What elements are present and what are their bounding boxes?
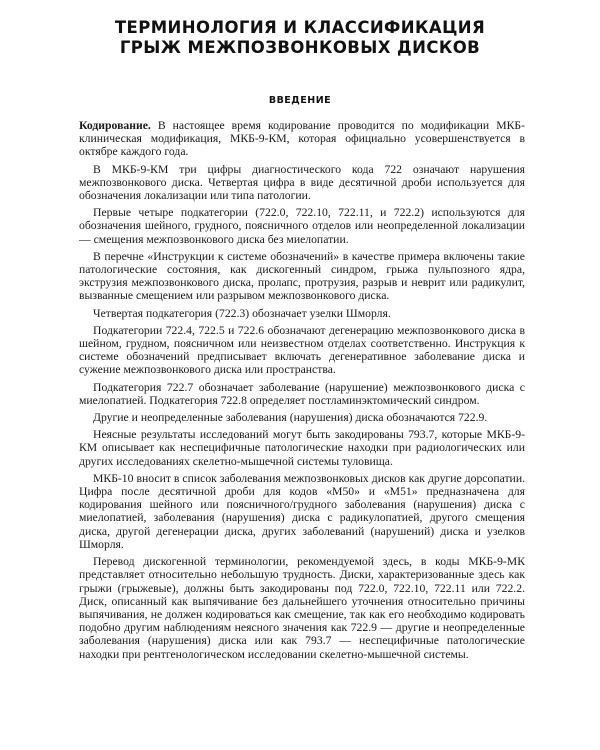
page-title-line-2: ГРЫЖ МЕЖПОЗВОНКОВЫХ ДИСКОВ: [119, 38, 481, 57]
page-title: [0, 18, 600, 58]
paragraph-3: Первые четыре подкатегории (722.0, 722.10, 722.11, и 722.2) используются для обозначения шейного, грудного, поясничного отделов или неопределенной локализации — смещения межпозвонкового диска без миелопатии.: [79, 206, 525, 246]
paragraph-1: [79, 119, 525, 159]
paragraph-8: Другие и неопределенные заболевания (нарушения) диска обозначаются 722.9.: [93, 411, 488, 425]
paragraph-9: Неясные результаты исследований могут быть закодированы 793.7, которые МКБ-9-КМ описывает как неспецифичные патологические находки при радиологических или других исследованиях скелетно-мышечной системы туловища.: [79, 428, 525, 468]
paragraph-4: В перечне «Инструкции к системе обозначений» в качестве примера включены такие патологические состояния, как дискогенный синдром, грыжа пульпозного ядра, экструзия межпозвонкового диска, пролапс, протрузия, разрыв и неврит или радикулит, вызванные смещением или разрывом межпозвонкового диска.: [79, 249, 525, 303]
page-title-line-1: ТЕРМИНОЛОГИЯ И КЛАССИФИКАЦИЯ: [114, 18, 486, 37]
paragraph-1-text: В настоящее время кодирование проводится по модификации МКБ-клиническая модификация, МКБ-9-КМ, которая официально усовершенствуется в октябре каждого года.: [79, 119, 525, 159]
paragraph-6: Подкатегории 722.4, 722.5 и 722.6 обозначают дегенерацию межпозвонкового диска в шейном, грудном, поясничном или неизвестном отделах соответственно. Инструкция к системе обозначений предписывает включать дегенеративное заболевание диска и сужение межпозвонкового диска или пространства.: [79, 323, 525, 377]
paragraph-7: Подкатегория 722.7 обозначает заболевание (нарушение) межпозвонкового диска с миелопатией. Подкатегория 722.8 определяет постламинэктомический синдром.: [79, 380, 525, 407]
paragraph-11: Перевод дискогенной терминологии, рекомендуемой здесь, в коды МКБ-9-МК представляет относительно небольшую трудность. Диски, характеризованные здесь как грыжи (грыжевые), должны быть закодированы под 722.0, 722.10, 722.11 или 722.2. Диск, описанный как выпячивание без дальнейшего уточнения относительно причины выпячивания, не должен кодироваться как смещение, так как его необходимо кодировать подобно другим наблюдениям неясного значения как 722.9 — другие и неопределенные заболевания (нарушения) диска или как 793.7 — неспецифичные патологические находки при рентгенологическом исследовании скелетно-мышечной системы.: [79, 555, 525, 661]
paragraph-2: В МКБ-9-КМ три цифры диагностического кода 722 означают нарушения межпозвонкового диска. Четвертая цифра в виде десятичной дроби используется для обозначения локализации или типа патологии.: [79, 162, 525, 203]
paragraph-10: МКБ-10 вносит в список заболевания межпозвонковых дисков как другие дорсопатии. Цифра после десятичной дроби для кодов «M50» и «M51» предназначена для кодирования шейного или поясничного/грудного заболевания (нарушения) диска с миелопатией, заболевания (нарушения) диска с радикулопатией, другого смещения диска, другой дегенерации диска, других заболеваний (нарушений) диска и узелков Шморля.: [79, 471, 525, 551]
body-text: [79, 119, 525, 665]
lead-term: Кодирование.: [79, 119, 151, 132]
section-heading: ВВЕДЕНИЕ: [268, 95, 332, 106]
paragraph-5: Четвертая подкатегория (722.3) обозначает узелки Шморля.: [93, 306, 391, 320]
